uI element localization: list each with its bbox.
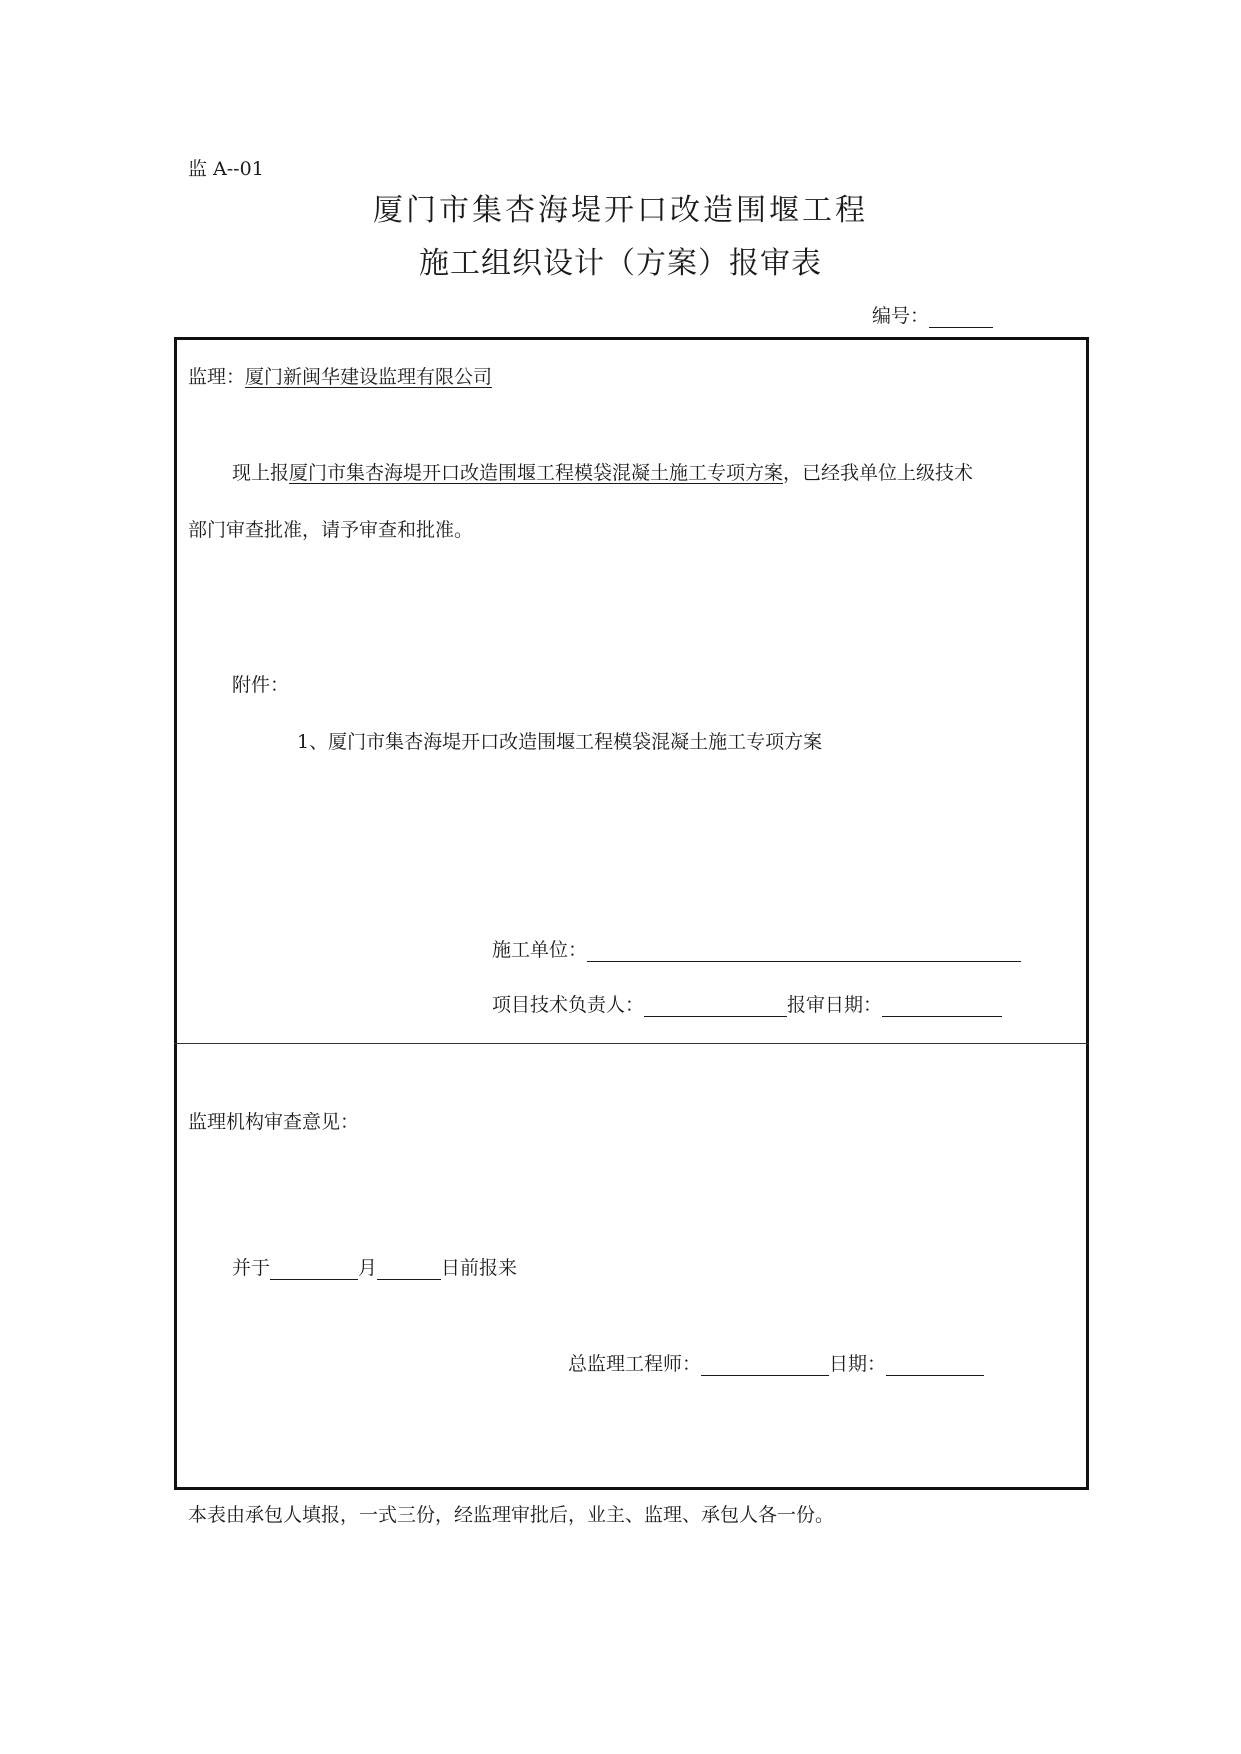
report-statement-line1 [232, 458, 973, 485]
tech-lead-label: 项目技术负责人： [492, 994, 645, 1016]
report-date-label: 报审日期： [787, 994, 883, 1016]
attachment-label: 附件： [232, 674, 290, 696]
footer-note: 本表由承包人填报，一式三份，经监理审批后，业主、监理、承包人各一份。 [188, 1504, 835, 1526]
review-date-field[interactable] [886, 1355, 984, 1376]
chief-engineer-field[interactable] [701, 1355, 829, 1376]
deadline-suffix: 日前报来 [441, 1257, 518, 1279]
chief-engineer-line [568, 1349, 984, 1376]
serial-number-field[interactable] [929, 307, 993, 328]
contractor-label: 施工单位： [492, 939, 588, 961]
deadline-month-label: 月 [358, 1257, 378, 1279]
deadline-month-field[interactable] [270, 1259, 358, 1280]
section-divider [174, 1043, 1089, 1044]
serial-number [872, 301, 993, 328]
deadline-prefix: 并于 [232, 1257, 271, 1279]
report-suffix: ，已经我单位上级技术 [783, 462, 974, 484]
chief-engineer-label: 总监理工程师： [568, 1353, 702, 1375]
deadline-day-field[interactable] [377, 1259, 441, 1280]
form-frame [174, 337, 1089, 1490]
deadline-line [232, 1253, 517, 1280]
tech-lead-line [492, 990, 1002, 1017]
form-code: 监 A--01 [188, 158, 264, 180]
document-subtitle: 施工组织设计（方案）报审表 [419, 246, 822, 281]
supervisor-name: 厦门新闽华建设监理有限公司 [245, 366, 493, 388]
report-subject: 厦门市集杏海堤开口改造围堰工程模袋混凝土施工专项方案 [289, 462, 784, 484]
attachment-item: 1、厦门市集杏海堤开口改造围堰工程模袋混凝土施工专项方案 [297, 731, 823, 753]
report-date-field[interactable] [882, 996, 1002, 1017]
contractor-field[interactable] [587, 941, 1021, 962]
report-statement-line2: 部门审查批准，请予审查和批准。 [188, 519, 474, 541]
document-title: 厦门市集杏海堤开口改造围堰工程 [373, 193, 868, 228]
review-date-label: 日期： [829, 1353, 887, 1375]
tech-lead-field[interactable] [644, 996, 787, 1017]
supervisor-label: 监理： [188, 366, 246, 388]
report-prefix: 现上报 [232, 462, 290, 484]
contractor-line [492, 935, 1021, 962]
supervisor-line [188, 362, 492, 389]
review-opinion-label: 监理机构审查意见： [188, 1111, 360, 1133]
serial-number-label: 编号： [872, 305, 930, 327]
